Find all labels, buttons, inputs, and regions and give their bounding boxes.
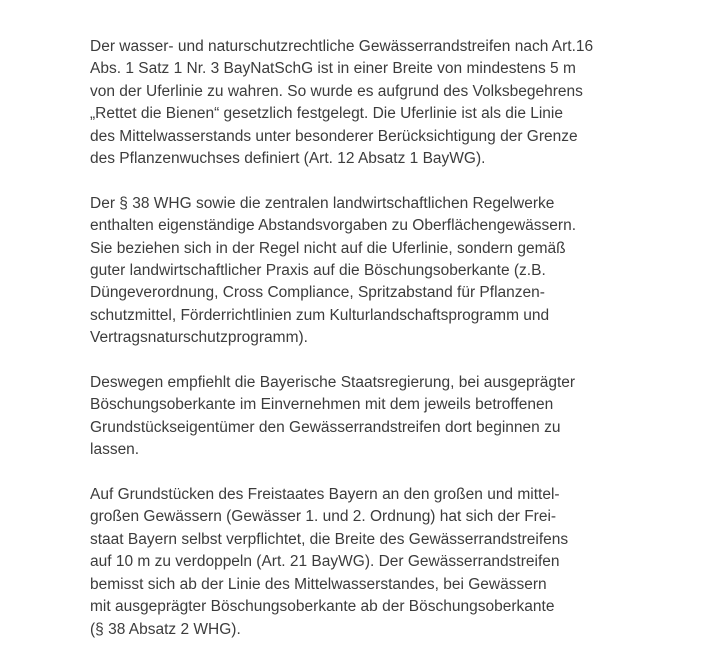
text-line: (§ 38 Absatz 2 WHG).	[90, 620, 241, 638]
text-line: Der § 38 WHG sowie die zentralen landwirtschaftlichen Regelwerke	[90, 194, 555, 212]
text-line: mit ausgeprägter Böschungsoberkante ab der Böschungsoberkante	[90, 598, 555, 616]
text-line: Sie beziehen sich in der Regel nicht auf die Uferlinie, sondern gemäß	[90, 239, 566, 257]
text-line: Der wasser- und naturschutzrechtliche Gewässerrandstreifen nach Art.16	[90, 38, 594, 55]
text-line: Vertragsnaturschutzprogramm).	[90, 329, 308, 347]
text-line: Abs. 1 Satz 1 Nr. 3 BayNatSchG ist in einer Breite von mindestens 5 m	[90, 60, 576, 78]
paragraph-whg-regelwerke	[90, 193, 690, 350]
text-line: Grundstückseigentümer den Gewässerrandstreifen dort beginnen zu	[90, 418, 561, 436]
paragraph-gewaesserrandstreifen	[90, 36, 690, 170]
text-line: schutzmittel, Förderrichtlinien zum Kulturlandschaftsprogramm und	[90, 306, 550, 324]
text-line: Düngeverordnung, Cross Compliance, Spritzabstand für Pflanzen-	[90, 284, 545, 302]
text-line: des Pflanzenwuchses definiert (Art. 12 Absatz 1 BayWG).	[90, 150, 486, 168]
text-line: Böschungsoberkante im Einvernehmen mit dem jeweils betroffenen	[90, 396, 554, 414]
text-line: enthalten eigenständige Abstandsvorgaben zu Oberflächengewässern.	[90, 217, 577, 235]
text-line: großen Gewässern (Gewässer 1. und 2. Ordnung) hat sich der Frei-	[90, 508, 557, 526]
paragraph-empfehlung	[90, 372, 690, 462]
text-line: Auf Grundstücken des Freistaates Bayern an den großen und mittel-	[90, 486, 560, 504]
text-line: guter landwirtschaftlicher Praxis auf die Böschungsoberkante (z.B.	[90, 262, 546, 280]
document-body	[90, 36, 690, 663]
text-line: des Mittelwasserstands unter besonderer Berücksichtigung der Grenze	[90, 127, 578, 145]
text-line: lassen.	[90, 441, 140, 459]
text-line: auf 10 m zu verdoppeln (Art. 21 BayWG). Der Gewässerrandstreifen	[90, 553, 560, 571]
text-line: von der Uferlinie zu wahren. So wurde es aufgrund des Volksbegehrens	[90, 82, 583, 100]
text-line: „Rettet die Bienen“ gesetzlich festgelegt. Die Uferlinie ist als die Linie	[90, 105, 563, 123]
paragraph-freistaat	[90, 484, 690, 641]
text-line: staat Bayern selbst verpflichtet, die Breite des Gewässerrandstreifens	[90, 530, 569, 548]
text-line: Deswegen empfiehlt die Bayerische Staatsregierung, bei ausgeprägter	[90, 374, 576, 392]
text-line: bemisst sich ab der Linie des Mittelwasserstandes, bei Gewässern	[90, 575, 547, 593]
